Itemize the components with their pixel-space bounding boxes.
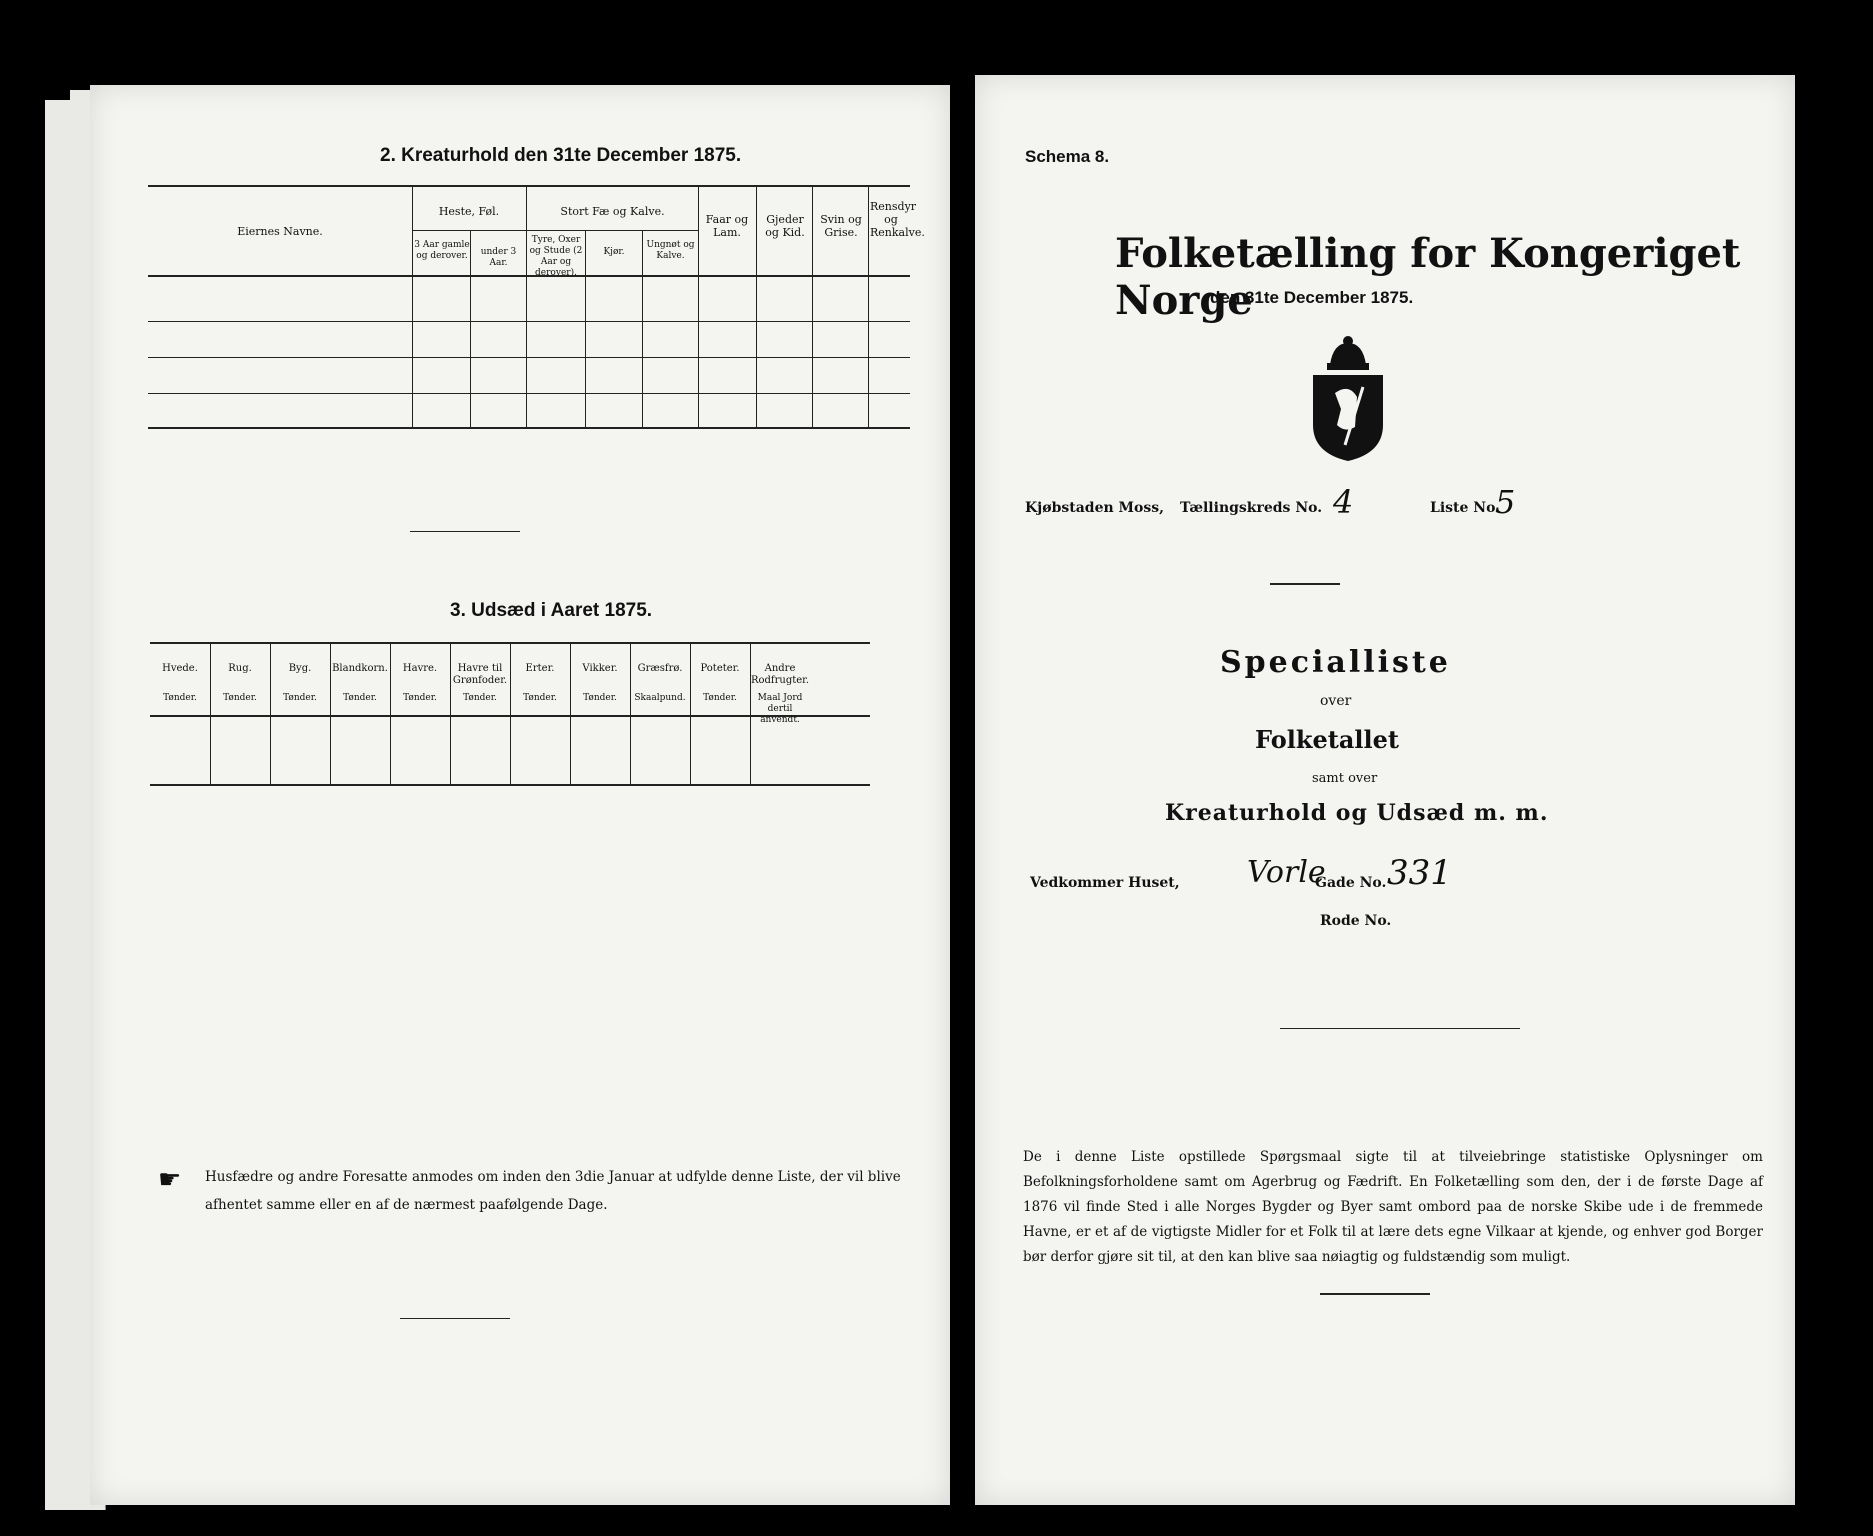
kreaturhold-title: 2. Kreaturhold den 31te December 1875. (380, 145, 742, 166)
street-value: Vorle (1247, 855, 1326, 890)
stort-fae-header: Stort Fæ og Kalve. (560, 205, 665, 218)
table-top-rule (148, 185, 910, 187)
heste-sub-2: under 3 Aar. (480, 247, 517, 268)
udsaed-col-unit: Tønder. (163, 693, 197, 703)
col-divider (412, 185, 413, 429)
stort-fae-sub-3: Ungnøt og Kalve. (646, 240, 695, 261)
heste-header: Heste, Føl. (438, 205, 500, 218)
table-row-rule (148, 357, 910, 358)
col-divider (868, 185, 869, 429)
col-divider (585, 230, 586, 429)
table-row-rule (148, 393, 910, 394)
notice-text: Husfædre og andre Foresatte anmodes om inden den 3die Januar at udfylde denne Liste, der vil blive afhentet samme eller en af de nærmest paafølgende Dage. (205, 1169, 901, 1213)
udsaed-col-name: Havre til Grønfoder. (452, 663, 508, 686)
info-paragraph: De i denne Liste opstillede Spørgsmaal sigte til at tilveiebringe statistiske Oplysninger om Befolkningsforholdene samt om Agerbrug og Fædrift. En Folketælling som den, der i de første Dage af 1876 vil finde Sted i alle Norges Bygder og Byer samt ombord paa de norske Skibe ude i de fremmede Havne, er et af de vigtigste Midler for et Folk til at lære dets egne Vilkaar at kjende, og enhver god Borger bør derfor gjøre sit til, at den kan blive saa nøiagtig og fuldstændig som muligt. (1023, 1149, 1763, 1265)
faar-header: Faar og Lam. (705, 213, 749, 239)
folketallet-heading: Folketallet (1255, 725, 1399, 754)
gjeder-header: Gjeder og Kid. (765, 213, 805, 239)
separator-rule (410, 531, 520, 532)
specialliste-heading: Specialliste (1220, 645, 1451, 680)
town-label: Kjøbstaden Moss, (1025, 500, 1165, 516)
udsaed-col-unit: Skaalpund. (634, 693, 686, 703)
udsaed-col-name: Hvede. (162, 663, 198, 674)
udsaed-col-name: Erter. (525, 663, 555, 674)
pointing-hand-icon: ☛ (158, 1165, 182, 1195)
bottom-rule (1320, 1293, 1430, 1295)
district-label: Tællingskreds No. (1180, 500, 1323, 516)
heste-sub-1: 3 Aar gamle og derover. (414, 240, 470, 261)
separator-rule (1280, 1028, 1520, 1029)
udsaed-col-unit: Tønder. (523, 693, 557, 703)
owner-col-header: Eiernes Navne. (237, 225, 323, 238)
right-page (975, 75, 1795, 1505)
udsaed-col-name: Blandkorn. (332, 663, 388, 674)
samt-over-text: samt over (1312, 771, 1378, 786)
date-line: den 31te December 1875. (1210, 288, 1414, 307)
list-label: Liste No. (1430, 500, 1501, 516)
house-label: Vedkommer Huset, (1030, 875, 1180, 891)
udsaed-col-unit: Tønder. (463, 693, 497, 703)
udsaed-col-name: Andre Rodfrugter. (750, 663, 810, 686)
col-divider (698, 185, 699, 429)
rode-label: Rode No. (1320, 913, 1392, 929)
main-title: Folketælling for Kongeriget Norge (1115, 230, 1741, 324)
udsaed-col-name: Græsfrø. (637, 663, 683, 674)
table-bottom-rule (148, 427, 910, 429)
district-value: 4 (1333, 483, 1354, 521)
list-value: 5 (1495, 483, 1516, 521)
col-divider (756, 185, 757, 429)
left-page (90, 85, 950, 1505)
udsaed-col-unit: Tønder. (403, 693, 437, 703)
table-row-rule (148, 321, 910, 322)
udsaed-col-name: Vikker. (582, 663, 618, 674)
kreaturhold-heading: Kreaturhold og Udsæd m. m. (1165, 800, 1549, 826)
gade-label: Gade No. (1315, 875, 1387, 891)
over-text: over (1320, 693, 1352, 709)
udsaed-col-unit: Tønder. (703, 693, 737, 703)
group-rule (412, 230, 698, 231)
udsaed-col-unit: Tønder. (583, 693, 617, 703)
udsaed-col-name: Havre. (402, 663, 438, 674)
udsaed-col-unit: Tønder. (283, 693, 317, 703)
udsaed-col-name: Byg. (288, 663, 312, 674)
udsaed-col-unit: Tønder. (223, 693, 257, 703)
col-divider (526, 185, 527, 429)
udsaed-col-name: Rug. (228, 663, 252, 674)
stort-fae-sub-2: Kjør. (603, 247, 625, 257)
bottom-rule (400, 1318, 510, 1319)
col-divider (812, 185, 813, 429)
udsaed-col-unit: Tønder. (343, 693, 377, 703)
rensdyr-header: Rensdyr og Renkalve. (870, 200, 925, 239)
udsaed-col-unit: Maal Jord dertil anvendt. (757, 693, 803, 725)
udsaed-col-name: Poteter. (700, 663, 740, 674)
stort-fae-sub-1: Tyre, Oxer og Stude (2 Aar og derover). (529, 235, 583, 278)
coat-of-arms-icon (1305, 335, 1391, 463)
svin-header: Svin og Grise. (820, 213, 862, 239)
gade-value: 331 (1387, 853, 1452, 893)
separator-rule (1270, 583, 1340, 585)
udsaed-title: 3. Udsæd i Aaret 1875. (450, 600, 653, 621)
schema-label: Schema 8. (1025, 147, 1110, 166)
